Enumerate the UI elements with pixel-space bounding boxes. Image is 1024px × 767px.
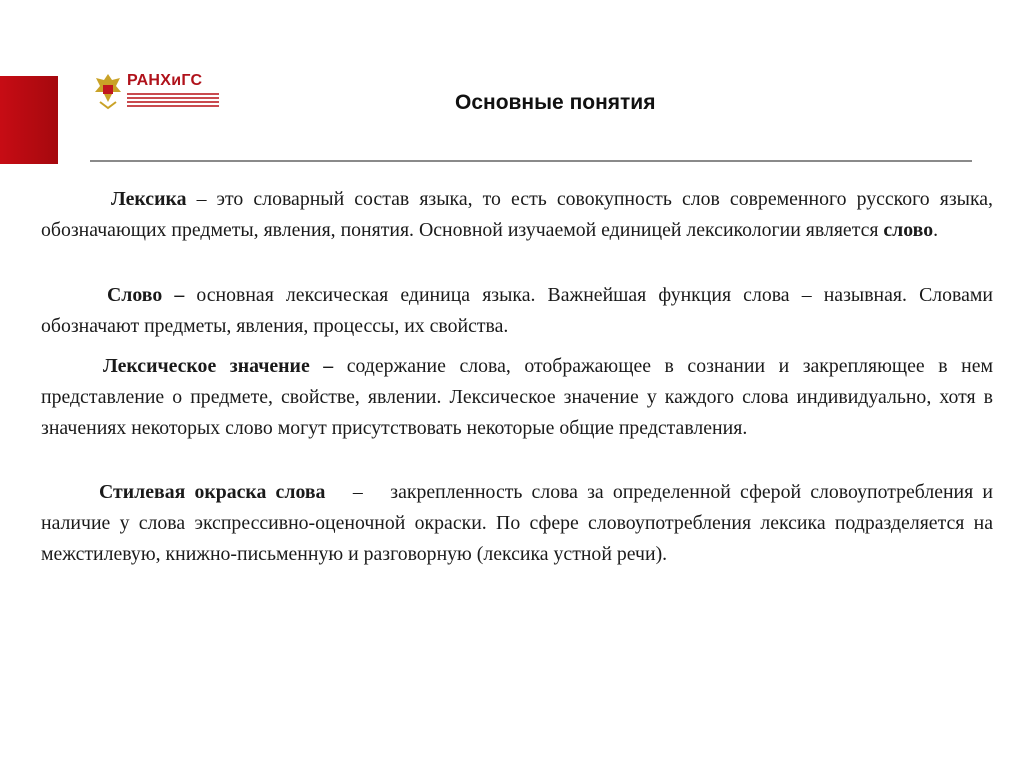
paragraph-lexika — [41, 184, 993, 246]
title-divider — [90, 160, 972, 162]
paragraph-text: основная лексическая единица языка. Важнейшая функция слова – назывная. Словами обозначают предметы, явления, процессы, их свойства. — [41, 284, 993, 337]
logo — [94, 72, 224, 112]
page-title: Основные понятия — [455, 91, 656, 114]
term-slovo-inline: слово — [883, 219, 934, 241]
logo-subtitle-lines — [127, 93, 219, 109]
paragraph-end: . — [933, 219, 939, 241]
paragraph-lexical-meaning — [41, 351, 993, 444]
paragraph-text: – это словарный состав языка, то есть совокупность слов современного русского языка, обозначающих предметы, явления, понятия. Основной изучаемой единицей лексикологии является — [41, 188, 993, 241]
term-lexical-meaning: Лексическое значение – — [103, 355, 334, 377]
paragraph-text: – закрепленность слова за определенной сферой словоупотребления и наличие у слова экспрессивно-оценочной окраски. По сфере словоупотребления лексика подразделяется на межстилевую, книжно-письменную и разговорную (лексика устной речи). — [41, 481, 998, 565]
term-lexika: Лексика — [111, 188, 187, 210]
logo-name: РАНХиГС — [127, 72, 203, 89]
term-slovo: Слово – — [107, 284, 185, 306]
paragraph-style-coloring — [41, 477, 998, 570]
term-style-coloring: Стилевая окраска слова — [99, 481, 326, 503]
paragraph-slovo — [41, 280, 993, 342]
eagle-emblem-icon — [94, 72, 122, 110]
accent-bar — [0, 76, 58, 164]
paragraph-text: содержание слова, отображающее в сознании и закрепляющее в нем представление о предмете, свойстве, явлении. Лексическое значение у каждого слова индивидуально, хотя в значениях некоторых слово могут присутствовать некоторые общие представления. — [41, 355, 993, 439]
